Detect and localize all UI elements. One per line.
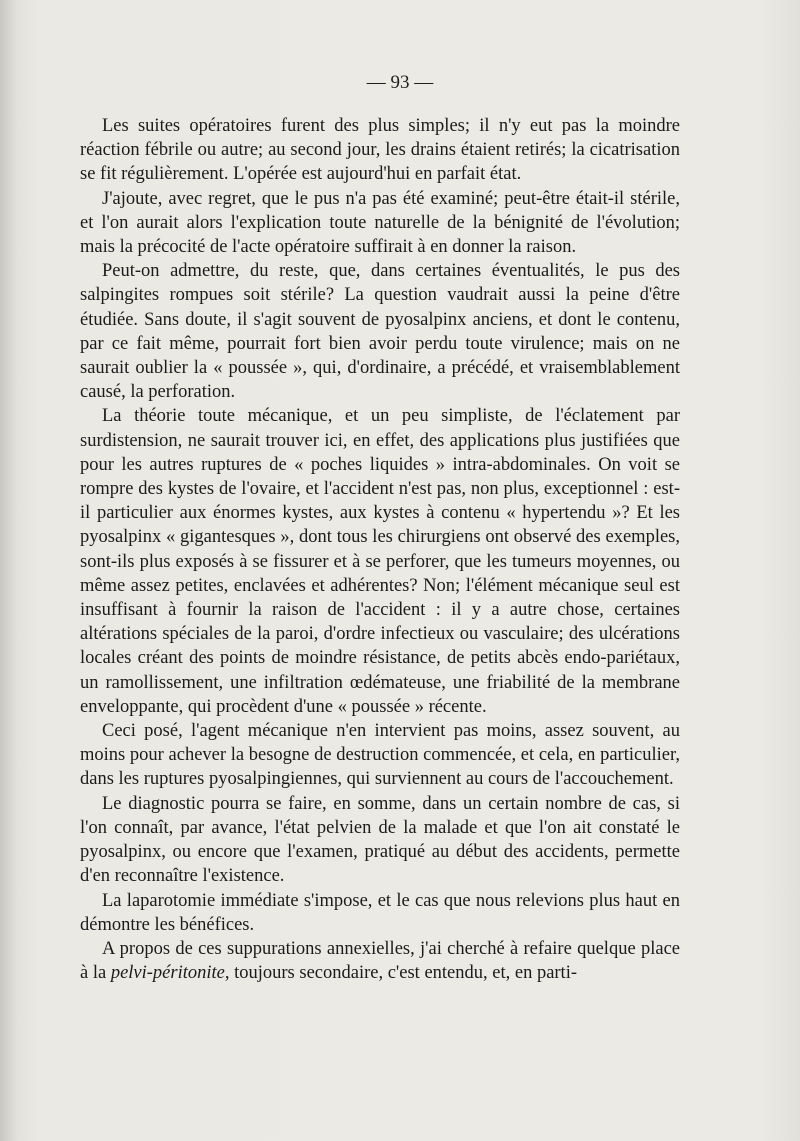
paragraph-7: La laparotomie immédiate s'impose, et le cas que nous relevions plus haut en démontre les bénéfices.: [80, 890, 680, 935]
paragraph-8: [80, 937, 680, 985]
paragraph-6: Le diagnostic pourra se faire, en somme, dans un certain nombre de cas, si l'on connaît, par avance, l'état pelvien de la malade et que l'on ait constaté le pyosalpinx, ou encore que l'examen, pratiqué au début des accidents, permette d'en reconnaître l'existence.: [80, 793, 680, 887]
paragraph-8-before: A propos de ces suppurations annexielles, j'ai cherché à refaire quelque place à la: [80, 938, 680, 984]
page-number: — 93 —: [366, 72, 434, 93]
paragraph-4: La théorie toute mécanique, et un peu simpliste, de l'éclatement par surdistension, ne saurait trouver ici, en effet, des applications plus justifiées que pour les autres ruptures de « poches liquides » intra-abdominales. On voit se rompre des kystes de l'ovaire, et l'accident n'est pas, non plus, exceptionnel : est-il particulier aux énormes kystes, aux kystes à contenu « hypertendu »? Et les pyosalpinx « gigantesques », dont tous les chirurgiens ont observé des exemples, sont-ils plus exposés à se fissurer et à se perforer, que les tumeurs moyennes, ou même assez petites, enclavées et adhérentes? Non; l'élément mécanique seul est insuffisant à fournir la raison de l'accident : il y a autre chose, certaines altérations spéciales de la paroi, d'ordre infectieux ou vasculaire; des ulcérations locales créant des points de moindre résistance, de petits abcès endo-pariétaux, un ramollissement, une infiltration œdémateuse, une friabilité de la membrane enveloppante, qui procèdent d'une « poussée » récente.: [80, 406, 680, 717]
paragraph-5: Ceci posé, l'agent mécanique n'en intervient pas moins, assez souvent, au moins pour achever la besogne de destruction commencée, et cela, en particulier, dans les ruptures pyosalpingiennes, qui surviennent au cours de l'accouchement.: [80, 721, 680, 790]
paragraph-2: J'ajoute, avec regret, que le pus n'a pas été examiné; peut-être était-il stérile, et l'on aurait alors l'explication toute naturelle de la bénignité de l'évolution; mais la précocité de l'acte opératoire suffirait à en donner la raison.: [80, 188, 680, 258]
paragraph-8-after: , toujours secondaire, c'est entendu, et, en parti-: [224, 963, 578, 984]
paragraph-3: Peut-on admettre, du reste, que, dans certaines éventualités, le pus des salpingites rompues soit stérile? La question vaudrait aussi la peine d'être étudiée. Sans doute, il s'agit souvent de pyosalpinx anciens, et dont le contenu, par ce fait même, pourrait fort bien avoir perdu toute virulence; mais on ne saurait oublier la « poussée », qui, d'ordinaire, a précédé, et vraisemblablement causé, la perforation.: [80, 261, 680, 403]
paragraph-1: Les suites opératoires furent des plus simples; il n'y eut pas la moindre réaction fébrile ou autre; au second jour, les drains étaient retirés; la cicatrisation se fit régulièrement. L'opérée est aujourd'hui en parfait état.: [80, 116, 680, 185]
paragraph-8-emphasis: pelvi-péritonite: [110, 963, 225, 984]
body-text: [80, 114, 680, 985]
